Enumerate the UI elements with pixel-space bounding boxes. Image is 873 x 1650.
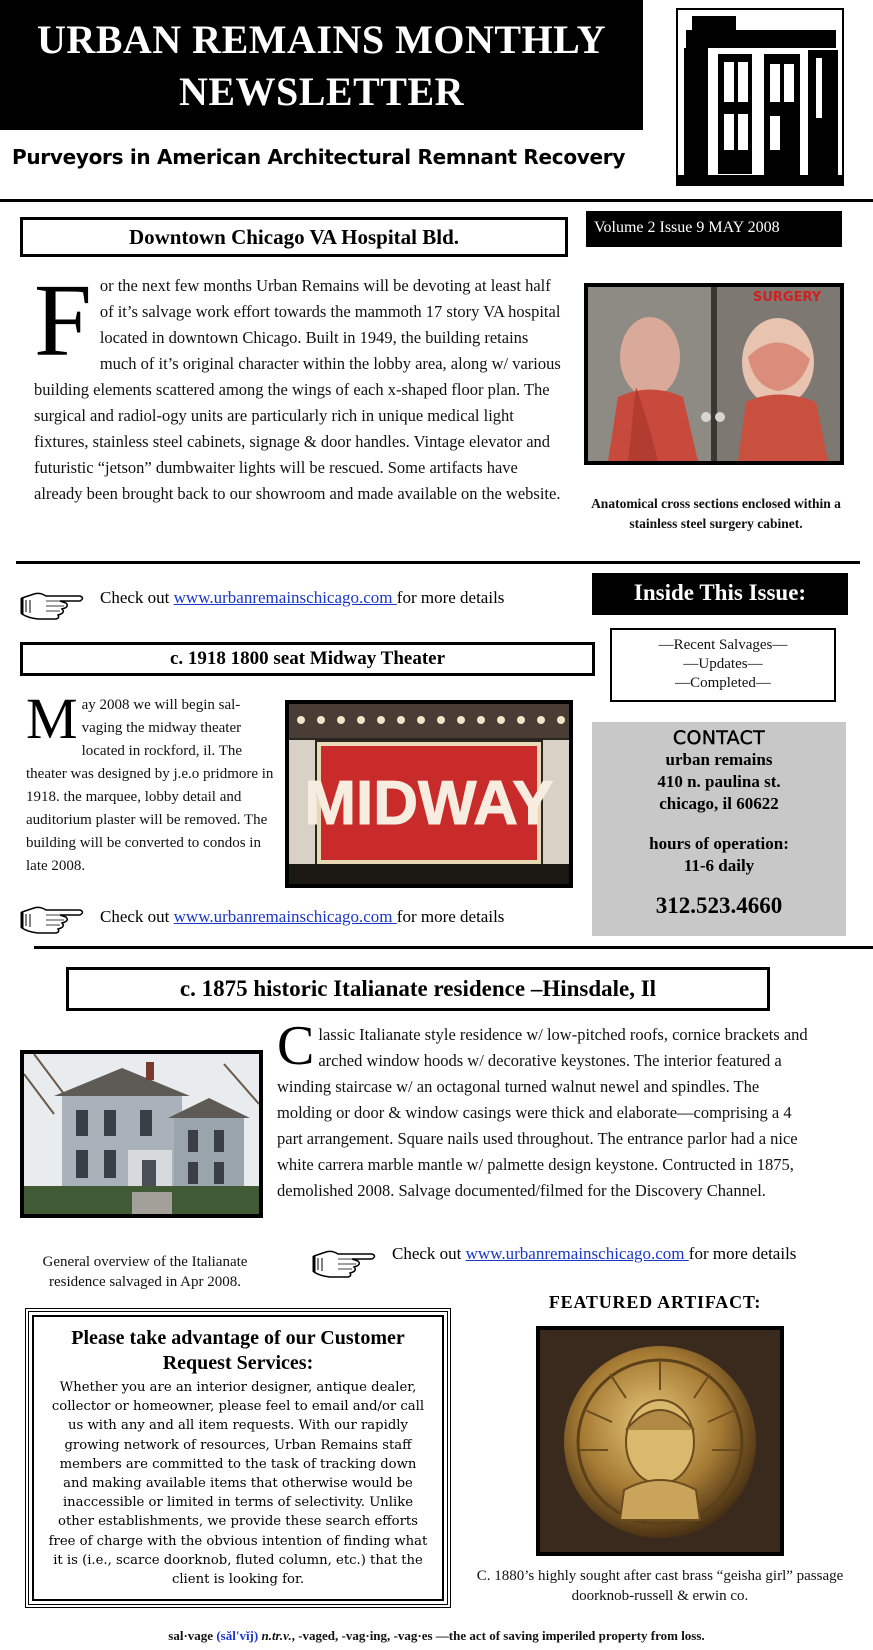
article-title-midway-theater: c. 1918 1800 seat Midway Theater xyxy=(20,642,595,676)
divider-mid-2 xyxy=(34,946,873,949)
checkout-prefix: Check out xyxy=(100,588,174,607)
article-text-va-hospital: or the next few months Urban Remains will be devoting at least half of it’s salvage work effort towards the mammoth 17 story VA hospital located in downtown Chicago. Built in 1949, the building retains much of it’s original character within the lobby area, along w/ various building elements scattered among the wings of each x-shaped floor plan. The surgical and radiol-ogy units are particularly rich in unique medical light fixtures, stainless steel cabinets, signage & door handles. Vintage elevator and futuristic “jetson” dumbwaiter lights will be rescued. Some artifacts have already been brought back to our showroom and made available on the website. xyxy=(34,276,561,503)
contact-phone[interactable]: 312.523.4660 xyxy=(655,893,783,918)
inside-item-recent-salvages[interactable]: —Recent Salvages— xyxy=(658,637,788,653)
checkout-line-2 xyxy=(100,906,504,928)
checkout-prefix: Check out xyxy=(100,907,174,926)
contact-city: chicago, il 60622 xyxy=(659,794,779,813)
definition-forms: , -vaged, -vag·ing, -vag·es xyxy=(291,1628,433,1643)
title-line-2: NEWSLETTER xyxy=(178,69,465,114)
checkout-suffix: for more details xyxy=(396,588,505,607)
website-link-2[interactable]: www.urbanremainschicago.com xyxy=(173,907,397,926)
definition-part-of-speech: n.tr.v. xyxy=(261,1628,292,1643)
customer-request-heading: Please take advantage of our Customer Request Services: xyxy=(71,1327,405,1374)
definition-word: sal·vage xyxy=(168,1628,214,1643)
article-text-midway: ay 2008 we will begin sal-vaging the midway theater located in rockford, il. The theater was designed by j.e.o pridmore in 1918. the marquee, lobby detail and auditorium plaster will be removed. The building will be converted to condos in late 2008. xyxy=(26,697,274,874)
caption-surgery-cabinet: Anatomical cross sections enclosed within a stainless steel surgery cabinet. xyxy=(591,496,841,531)
article-title-italianate: c. 1875 historic Italianate residence –Hinsdale, Il xyxy=(66,967,770,1011)
salvage-definition xyxy=(0,1628,873,1644)
tagline: Purveyors in American Architectural Remnant Recovery xyxy=(12,145,626,169)
contact-hours-label: hours of operation: xyxy=(649,834,789,853)
inside-this-issue-list xyxy=(610,628,836,702)
article-body-va-hospital xyxy=(34,263,564,507)
featured-artifact-heading: FEATURED ARTIFACT: xyxy=(548,1292,762,1312)
issue-volume-label: Volume 2 Issue 9 MAY 2008 xyxy=(586,211,842,247)
inside-this-issue-header: Inside This Issue: xyxy=(592,573,848,615)
checkout-suffix: for more details xyxy=(396,907,505,926)
contact-heading: CONTACT xyxy=(672,727,766,749)
contact-street: 410 n. paulina st. xyxy=(657,772,781,791)
pointing-hand-icon xyxy=(20,588,86,622)
customer-request-box xyxy=(25,1308,451,1608)
checkout-suffix: for more details xyxy=(688,1244,797,1263)
checkout-prefix: Check out xyxy=(392,1244,466,1263)
caption-featured-artifact: C. 1880’s highly sought after cast brass “geisha girl” passage doorknob-russell & erwin co. xyxy=(476,1568,844,1604)
title-line-1: URBAN REMAINS MONTHLY xyxy=(36,17,607,62)
divider-top xyxy=(0,199,873,202)
dropcap-c: C xyxy=(277,1015,315,1077)
checkout-line-3 xyxy=(392,1243,796,1265)
pointing-hand-icon xyxy=(20,902,86,936)
surgery-cabinet-photo xyxy=(584,283,844,465)
dropcap-f: F xyxy=(34,263,92,378)
inside-item-completed[interactable]: —Completed— xyxy=(675,675,771,691)
masthead-title xyxy=(0,0,643,130)
definition-pronunciation: (săl'vĭj) xyxy=(216,1628,259,1643)
surgery-sign-text: SURGERY xyxy=(753,290,822,305)
caption-italianate: General overview of the Italianate residence salvaged in Apr 2008. xyxy=(42,1254,248,1290)
pointing-hand-icon xyxy=(312,1246,378,1280)
midway-sign-text: MIDWAY xyxy=(304,769,554,838)
article-body-italianate xyxy=(277,1015,817,1204)
divider-mid-1 xyxy=(16,561,860,564)
inside-item-updates[interactable]: —Updates— xyxy=(683,656,763,672)
geisha-doorknob-photo xyxy=(536,1326,784,1556)
italianate-house-photo xyxy=(20,1050,263,1218)
dropcap-m: M xyxy=(26,686,78,751)
article-text-italianate: lassic Italianate style residence w/ low-pitched roofs, cornice brackets and arched window hoods w/ decorative keystones. The interior featured a winding staircase w/ an octagonal turned walnut newel and spindles. The molding or door & window casings were thick and elaborate—comprising a 4 part arrangement. Square nails used throughout. The entrance parlor had a nice white carrera marble mantle w/ palmette design keystone. Contructed in 1875, demolished 2008. Salvage documented/filmed for the Discovery Channel. xyxy=(277,1025,808,1200)
checkout-line-1 xyxy=(100,587,504,609)
contact-box xyxy=(592,722,846,936)
article-title-va-hospital: Downtown Chicago VA Hospital Bld. xyxy=(20,217,568,257)
article-body-midway xyxy=(26,686,274,878)
customer-request-body: Whether you are an interior designer, antique dealer, collector or homeowner, please feel to email and/or call us with any and all item requests. With our rapidly growing network of resources, Urban Remains staff members are committed to the task of tracking down and making available items that otherwise would be inaccessible or limited in terms of selectivity. Unlike other establishments, we provide these search efforts free of charge with the obvious intention of finding what it is (i.e., scarce doorknob, fluted column, etc.) that the client is looking for. xyxy=(48,1380,428,1588)
definition-meaning: —the act of saving imperiled property from loss. xyxy=(432,1628,705,1643)
website-link-3[interactable]: www.urbanremainschicago.com xyxy=(465,1244,689,1263)
website-link-1[interactable]: www.urbanremainschicago.com xyxy=(173,588,397,607)
building-logo-image xyxy=(676,8,844,186)
midway-marquee-photo xyxy=(285,700,573,888)
contact-hours: 11-6 daily xyxy=(683,856,755,875)
contact-name: urban remains xyxy=(665,750,773,769)
